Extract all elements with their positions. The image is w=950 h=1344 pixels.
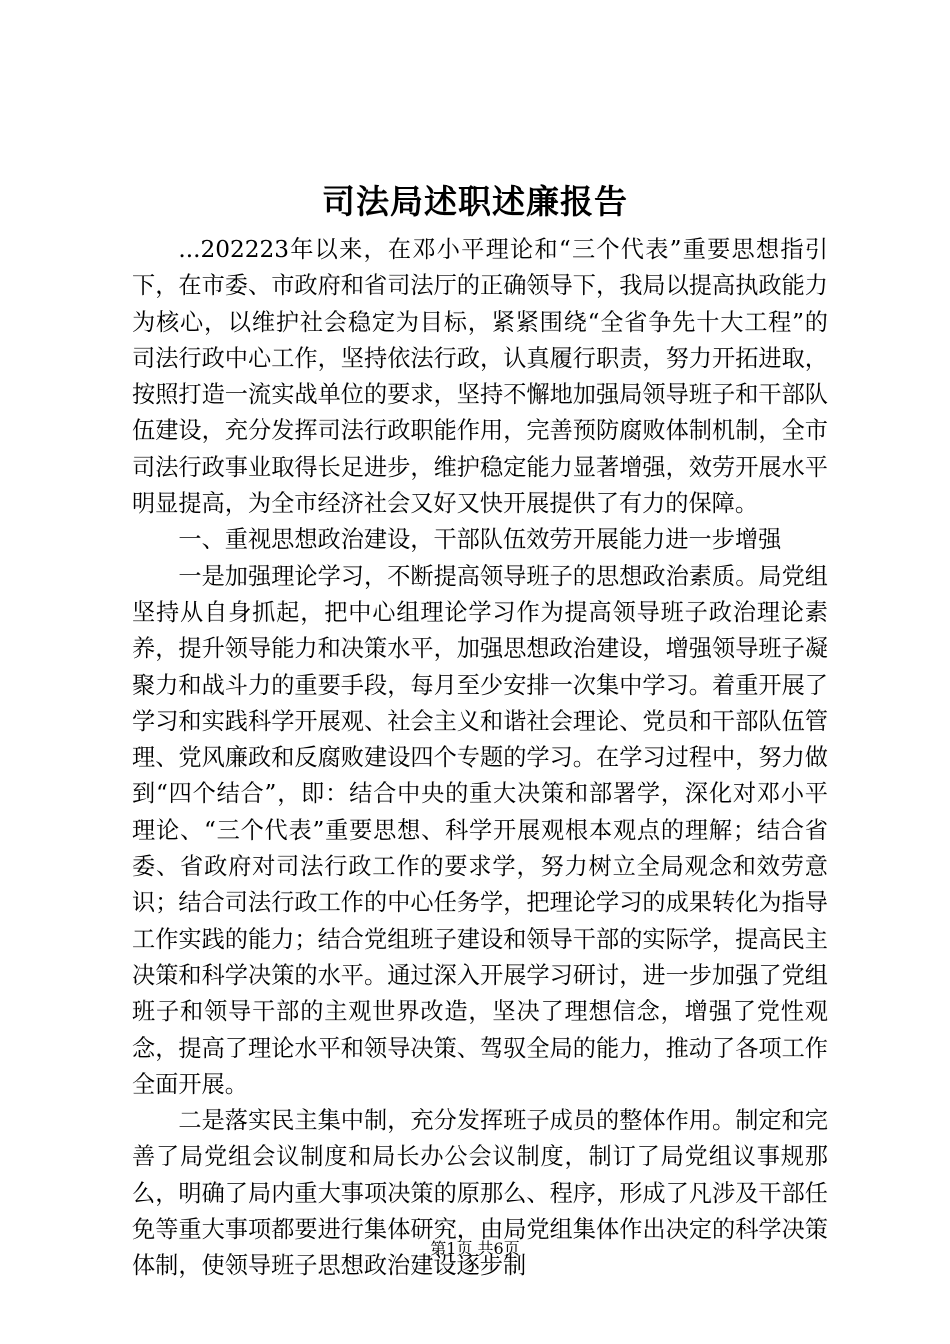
document-title: 司法局述职述廉报告 — [322, 182, 628, 221]
body-paragraph: 一是加强理论学习，不断提高领导班子的思想政治素质。局党组坚持从自身抓起，把中心组理论学习作为提高领导班子政治理论素养，提升领导能力和决策水平，加强思想政治建设，增强领导班子凝聚力和战斗力的重要手段，每月至少安排一次集中学习。着重开展了学习和实践科学开展观、社会主义和谐社会理论、党员和干部队伍管理、党风廉政和反腐败建设四个专题的学习。在学习过程中，努力做到“四个结合”，即：结合中央的重大决策和部署学，深化对邓小平理论、“三个代表”重要思想、科学开展观根本观点的理解；结合省委、省政府对司法行政工作的要求学，努力树立全局观念和效劳意识；结合司法行政工作的中心任务学，把理论学习的成果转化为指导工作实践的能力；结合党组班子建设和领导干部的实际学，提高民主决策和科学决策的水平。通过深入开展学习研讨，进一步加强了党组班子和领导干部的主观世界改造，坚决了理想信念，增强了党性观念，提高了理论水平和领导决策、驾驭全局的能力，推动了各项工作全面开展。 — [132, 562, 828, 1098]
body-paragraph: 二是落实民主集中制，充分发挥班子成员的整体作用。制定和完善了局党组会议制度和局长办公会议制度，制订了局党组议事规那么，明确了局内重大事项决策的原那么、程序，形成了凡涉及干部任免等重大事项都要进行集体研究，由局党组集体作出决定的科学决策体制，使领导班子思想政治建设逐步制 — [132, 1107, 828, 1280]
page-number-footer: 第1页 共6页 — [430, 1239, 520, 1258]
intro-paragraph: ...202223年以来，在邓小平理论和“三个代表”重要思想指引下，在市委、市政府和省司法厅的正确领导下，我局以提高执政能力为核心，以维护社会稳定为目标，紧紧围绕“全省争先十大工程”的司法行政中心工作，坚持依法行政，认真履行职责，努力开拓进取，按照打造一流实战单位的要求，坚持不懈地加强局领导班子和干部队伍建设，充分发挥司法行政职能作用，完善预防腐败体制机制，全市司法行政事业取得长足进步，维护稳定能力显著增强，效劳开展水平明显提高，为全市经济社会又好又快开展提供了有力的保障。 — [132, 236, 828, 518]
document-body — [132, 232, 828, 1285]
section-heading-1: 一、重视思想政治建设，干部队伍效劳开展能力进一步增强 — [178, 526, 782, 554]
